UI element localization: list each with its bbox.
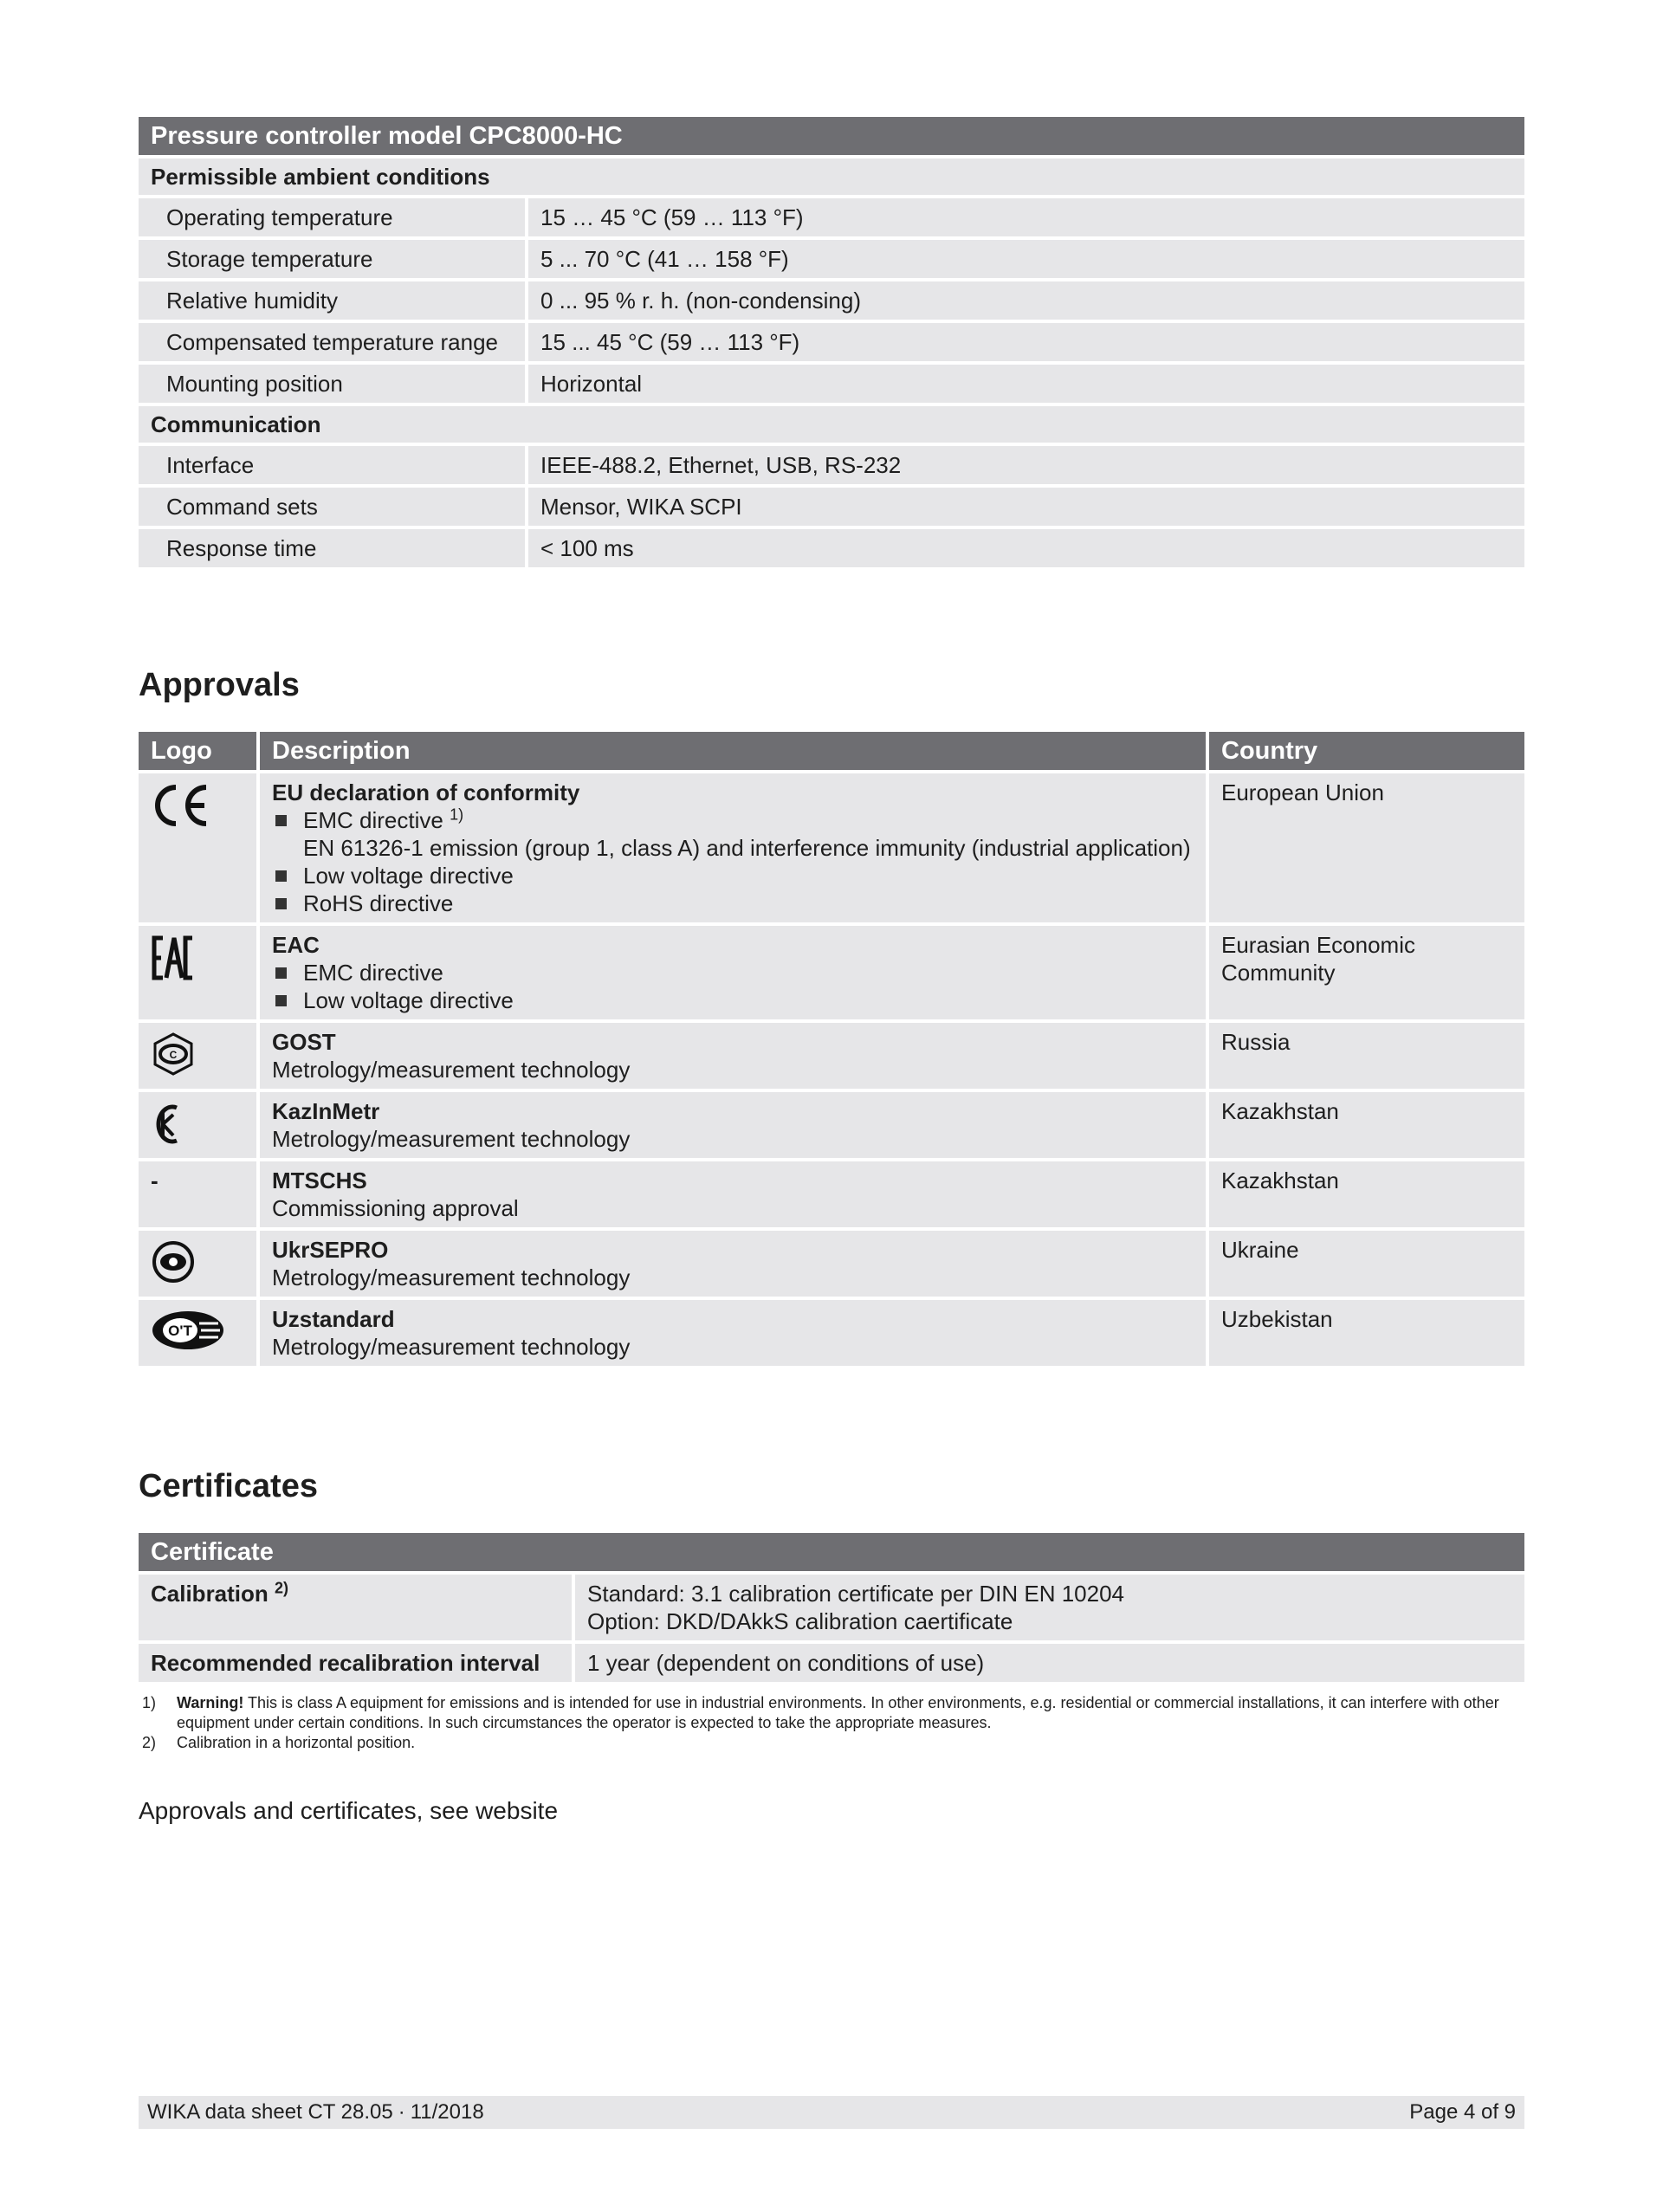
footnote-ref: 2)	[275, 1579, 289, 1597]
col-header-logo: Logo	[139, 732, 256, 770]
svg-text:O'T: O'T	[168, 1323, 192, 1339]
footnotes	[139, 1693, 1524, 1753]
table-row	[139, 484, 1524, 526]
list-item: RoHS directive	[272, 889, 1194, 917]
footer-page-number: Page 4 of 9	[1409, 2100, 1516, 2124]
website-note: Approvals and certificates, see website	[139, 1797, 559, 1824]
spec-table-title: Pressure controller model CPC8000-HC	[139, 117, 1524, 155]
col-header-description: Description	[256, 732, 1206, 770]
approval-title: EU declaration of conformity	[272, 779, 580, 805]
approval-title: GOST	[272, 1029, 336, 1055]
list-item: Low voltage directive	[272, 986, 1194, 1014]
row-value: IEEE-488.2, Ethernet, USB, RS-232	[525, 443, 1524, 484]
row-value: 15 … 45 °C (59 … 113 °F)	[525, 195, 1524, 236]
row-label: Interface	[139, 443, 525, 484]
row-value: 0 ... 95 % r. h. (non-condensing)	[525, 278, 1524, 320]
approval-title: KazInMetr	[272, 1098, 380, 1124]
table-row	[139, 1640, 1524, 1682]
row-label: Relative humidity	[139, 278, 525, 320]
table-row	[139, 236, 1524, 278]
table-row	[139, 195, 1524, 236]
approval-country: Russia	[1206, 1019, 1524, 1089]
uzstandard-mark-icon	[151, 1305, 244, 1352]
approval-detail: Commissioning approval	[272, 1195, 519, 1221]
row-value: Standard: 3.1 calibration certificate per DIN EN 10204	[587, 1581, 1125, 1607]
col-header-certificate: Certificate	[139, 1533, 1524, 1571]
list-item: EMC directive	[272, 959, 1194, 986]
table-row	[139, 443, 1524, 484]
table-row	[139, 922, 1524, 1019]
footnote-ref: 1)	[450, 805, 464, 824]
table-row	[139, 1227, 1524, 1297]
row-label: Response time	[139, 526, 525, 567]
gost-mark-icon	[151, 1028, 244, 1077]
approval-title: Uzstandard	[272, 1306, 395, 1332]
approvals-heading: Approvals	[139, 667, 300, 703]
approval-country: Ukraine	[1206, 1227, 1524, 1297]
ukrsepro-mark-icon	[151, 1236, 244, 1284]
table-row	[139, 526, 1524, 567]
certificates-table	[139, 1533, 1524, 1682]
ce-mark-icon	[151, 779, 244, 829]
approval-detail: Metrology/measurement technology	[272, 1264, 631, 1290]
row-value: 5 ... 70 °C (41 … 158 °F)	[525, 236, 1524, 278]
logo-placeholder: -	[139, 1158, 256, 1227]
table-row	[139, 1089, 1524, 1158]
footer-doc-ref: WIKA data sheet CT 28.05 ∙ 11/2018	[147, 2100, 484, 2124]
approval-detail: Metrology/measurement technology	[272, 1126, 631, 1152]
table-row	[139, 1297, 1524, 1366]
emc-detail: EN 61326-1 emission (group 1, class A) and interference immunity (industrial application)	[303, 835, 1191, 861]
section-heading-ambient: Permissible ambient conditions	[139, 155, 1524, 195]
row-value: 15 ... 45 °C (59 … 113 °F)	[525, 320, 1524, 361]
footnote: 2) Calibration in a horizontal position.	[142, 1734, 416, 1751]
approvals-table	[139, 732, 1524, 1366]
table-row	[139, 361, 1524, 403]
approval-country: Eurasian Economic Community	[1206, 922, 1524, 1019]
spec-table	[139, 117, 1524, 567]
approval-detail: Metrology/measurement technology	[272, 1334, 631, 1360]
approval-title: UkrSEPRO	[272, 1237, 389, 1263]
row-value: Mensor, WIKA SCPI	[525, 484, 1524, 526]
approval-title: MTSCHS	[272, 1167, 367, 1193]
row-label: Compensated temperature range	[139, 320, 525, 361]
col-header-country: Country	[1206, 732, 1524, 770]
table-row	[139, 1158, 1524, 1227]
row-label: Recommended recalibration interval	[139, 1640, 572, 1682]
row-label: Mounting position	[139, 361, 525, 403]
table-row	[139, 278, 1524, 320]
row-value: 1 year (dependent on conditions of use)	[572, 1640, 1524, 1682]
certificates-heading: Certificates	[139, 1468, 318, 1504]
page-footer	[139, 2096, 1524, 2129]
row-value: < 100 ms	[525, 526, 1524, 567]
row-label: Calibration	[151, 1581, 269, 1607]
approval-country: Kazakhstan	[1206, 1089, 1524, 1158]
approval-detail: Metrology/measurement technology	[272, 1057, 631, 1083]
row-value: Option: DKD/DAkkS calibration caertificate	[587, 1608, 1013, 1634]
table-row	[139, 1019, 1524, 1089]
approval-title: EAC	[272, 932, 320, 958]
row-label: Operating temperature	[139, 195, 525, 236]
footnote: 1) Warning! This is class A equipment for emissions and is intended for use in industrial environments. In other environments, e.g. residential or commercial installations, it can interfere with other equipment under certain conditions. In such circumstances the operator is expected to take the appropriate measures.	[142, 1694, 1499, 1731]
approval-country: Kazakhstan	[1206, 1158, 1524, 1227]
list-item: EMC directive $^{1)}$	[272, 806, 1194, 834]
list-item: Low voltage directive	[272, 862, 1194, 889]
table-row	[139, 1571, 1524, 1640]
row-value: Horizontal	[525, 361, 1524, 403]
row-label: Command sets	[139, 484, 525, 526]
kazinmetr-mark-icon	[151, 1097, 244, 1148]
approval-country: Uzbekistan	[1206, 1297, 1524, 1366]
svg-text:C: C	[169, 1049, 178, 1061]
table-row	[139, 320, 1524, 361]
row-label: Storage temperature	[139, 236, 525, 278]
table-row	[139, 770, 1524, 922]
section-heading-communication: Communication	[139, 403, 1524, 443]
approval-country: European Union	[1206, 770, 1524, 922]
eac-mark-icon	[151, 931, 244, 981]
